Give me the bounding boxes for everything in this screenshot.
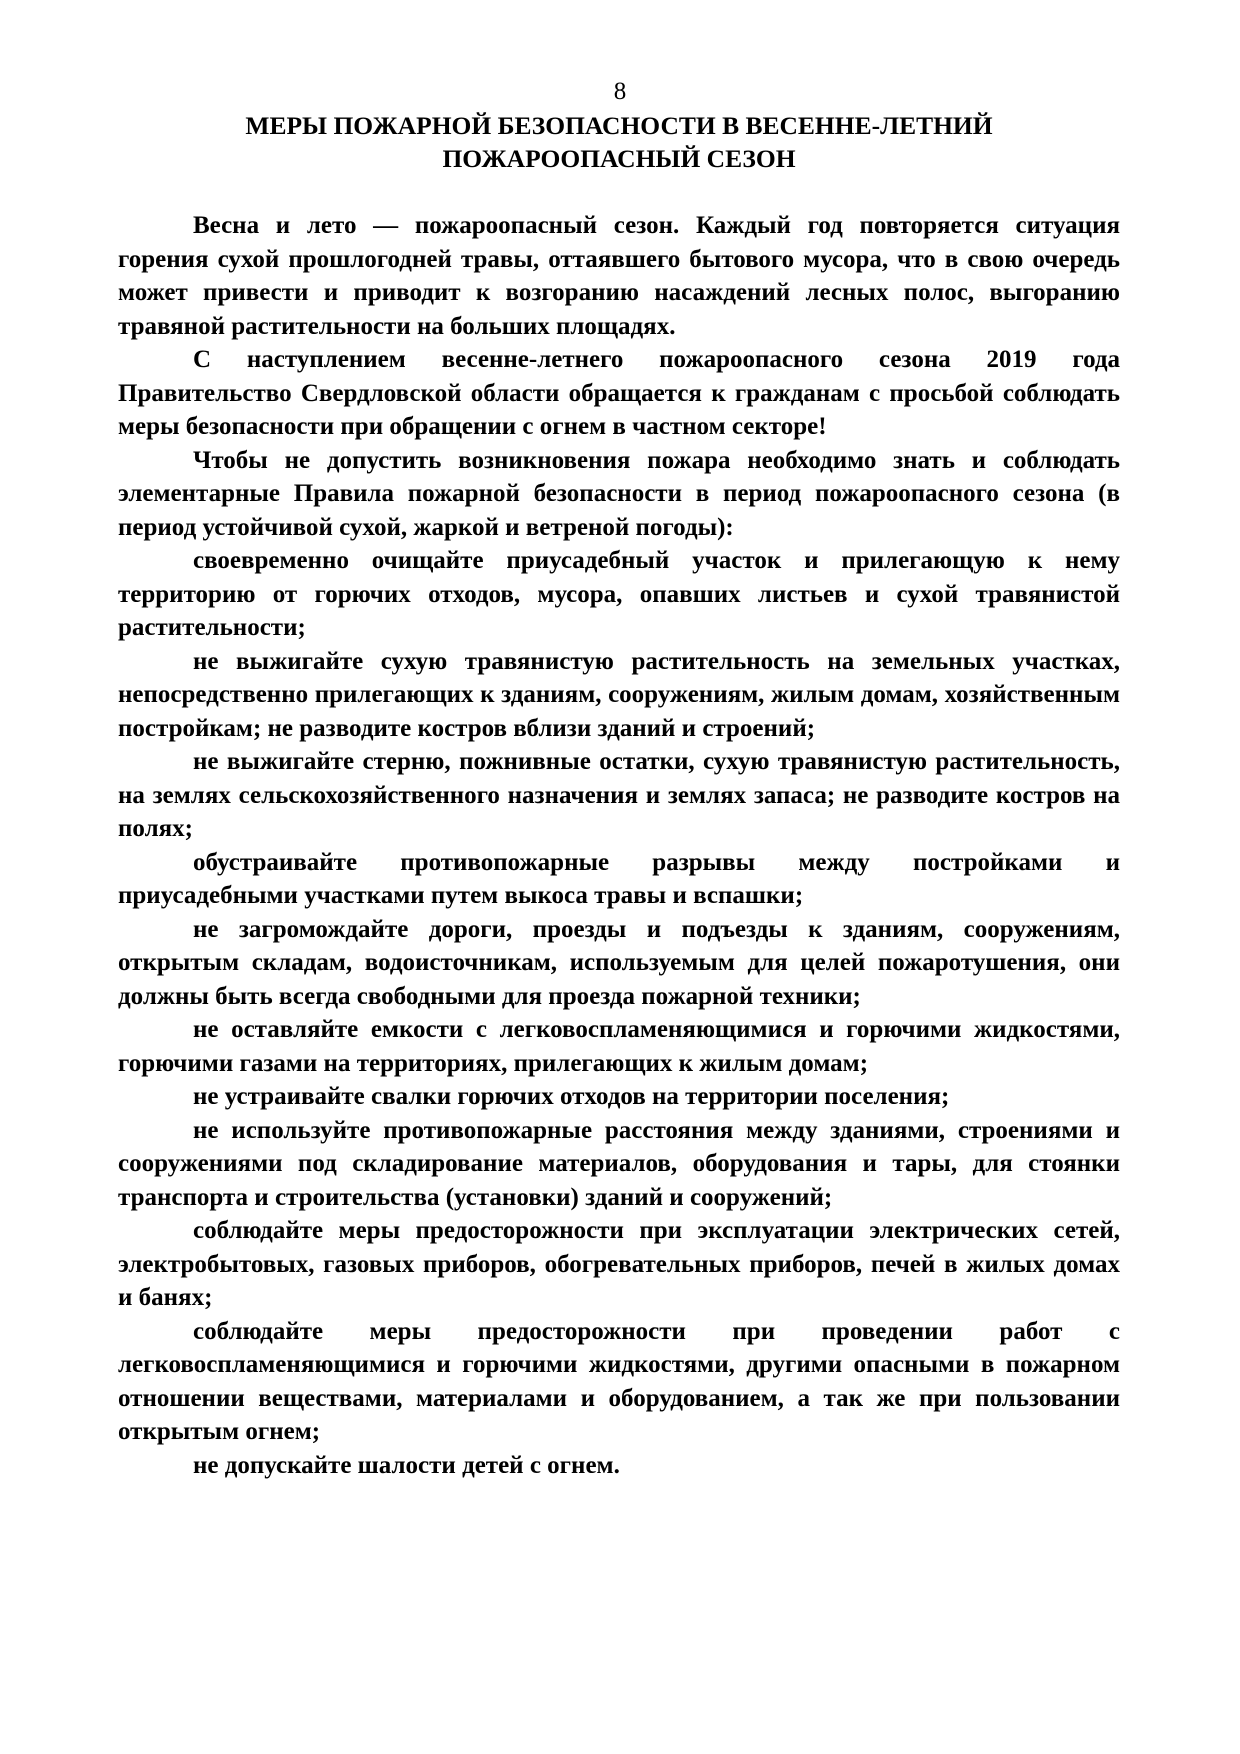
title-line-1: МЕРЫ ПОЖАРНОЙ БЕЗОПАСНОСТИ В ВЕСЕННЕ-ЛЕТНИЙ <box>245 111 993 140</box>
rule-item: соблюдайте меры предосторожности при эксплуатации электрических сетей, электробытовых, газовых приборов, обогревательных приборов, печей в жилых домах и банях; <box>118 1217 1120 1311</box>
rule-item: соблюдайте меры предосторожности при проведении работ с легковоспламеняющимися и горючими жидкостями, другими опасными в пожарном отношении веществами, материалами и оборудованием, а так же при пользовании открытым огнем; <box>118 1317 1120 1445</box>
rule-item: не используйте противопожарные расстояния между зданиями, строениями и сооружениями под складирование материалов, оборудования и тары, для стоянки транспорта и строительства (установки) зданий и сооружений; <box>118 1116 1120 1211</box>
rule-item: не выжигайте стерню, пожнивные остатки, сухую травянистую растительность, на землях сельскохозяйственного назначения и землях запаса; не разводите костров на полях; <box>118 748 1120 842</box>
page-number: 8 <box>613 78 627 105</box>
rule-item: не устраивайте свалки горючих отходов на территории поселения; <box>193 1083 950 1110</box>
rule-item: своевременно очищайте приусадебный участок и прилегающую к нему территорию от горючих отходов, мусора, опавших листьев и сухой травянистой растительности; <box>118 547 1120 641</box>
rule-item: обустраивайте противопожарные разрывы между постройками и приусадебными участками путем выкоса травы и вспашки; <box>118 848 1120 909</box>
rule-item: не оставляйте емкости с легковоспламеняющимися и горючими жидкостями, горючими газами на территориях, прилегающих к жилым домам; <box>118 1016 1120 1077</box>
rule-item: не выжигайте сухую травянистую растительность на земельных участках, непосредственно прилегающих к зданиям, сооружениям, жилым домам, хозяйственным постройкам; не разводите костров вблизи зданий и строений; <box>118 647 1120 742</box>
paragraph-intro: Весна и лето — пожароопасный сезон. Каждый год повторяется ситуация горения сухой прошлогодней травы, оттаявшего бытового мусора, что в свою очередь может привести и приводит к возгоранию насаждений лесных полос, выгоранию травяной растительности на больших площадях. <box>118 212 1120 340</box>
title-line-2: ПОЖАРООПАСНЫЙ СЕЗОН <box>442 143 796 173</box>
rule-item: не допускайте шалости детей с огнем. <box>193 1451 620 1479</box>
document-body <box>118 209 1120 1482</box>
rule-item: не загромождайте дороги, проезды и подъезды к зданиям, сооружениям, открытым складам, водоисточникам, используемым для целей пожаротушения, они должны быть всегда свободными для проезда пожарной техники; <box>118 915 1120 1010</box>
paragraph-appeal: С наступлением весенне-летнего пожароопасного сезона 2019 года Правительство Свердловской области обращается к гражданам с просьбой соблюдать меры безопасности при обращении с огнем в частном секторе! <box>118 346 1120 440</box>
page-title <box>118 110 1120 175</box>
paragraph-rules-lead: Чтобы не допустить возникновения пожара необходимо знать и соблюдать элементарные Правила пожарной безопасности в период пожароопасного сезона (в период устойчивой сухой, жаркой и ветреной погоды): <box>118 446 1120 541</box>
